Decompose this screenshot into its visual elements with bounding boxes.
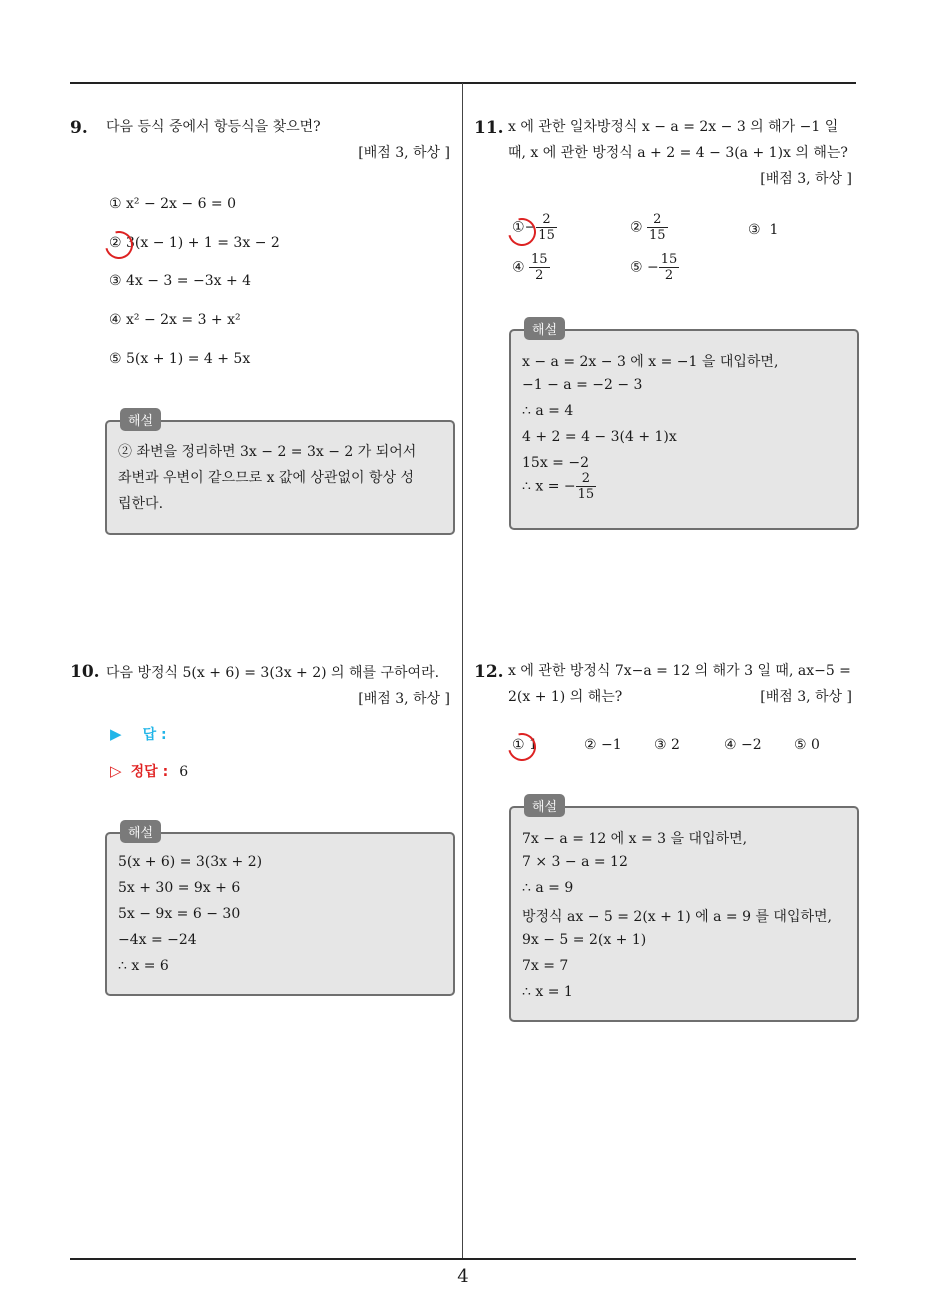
q10-question-text: 다음 방정식 5(x + 6) = 3(3x + 2) 의 해를 구하여라. — [106, 665, 440, 681]
q9-explanation-label: 해설 — [120, 408, 161, 431]
q12-explanation-line: 9x − 5 = 2(x + 1) — [522, 932, 647, 948]
fraction — [576, 471, 597, 502]
q10-explanation-line: 5x − 9x = 6 − 30 — [118, 906, 241, 922]
q12-selected-circle — [503, 728, 541, 766]
top-rule — [70, 82, 856, 84]
q9-score: [배점 3, 하상 ] — [358, 145, 450, 161]
fraction-denominator: 15 — [649, 228, 666, 243]
q9-choice-3[interactable]: ③ 4x − 3 = −3x + 4 — [109, 273, 252, 289]
q10-correct-row — [110, 761, 188, 781]
q11-choice-3[interactable] — [748, 222, 778, 238]
q12-number: 12. — [474, 662, 504, 682]
q12-explanation-line: 7 × 3 − a = 12 — [522, 854, 628, 870]
q12-choice-3[interactable]: ③ 2 — [654, 737, 680, 753]
q11-score: [배점 3, 하상 ] — [760, 171, 852, 187]
q10-explanation-line: 5x + 30 = 9x + 6 — [118, 880, 241, 896]
q11-question-line1: x 에 관한 일차방정식 x − a = 2x − 3 의 해가 −1 일 — [508, 119, 839, 135]
q10-correct-label: 정답 : — [130, 764, 169, 780]
q9-choice-1[interactable]: ① x² − 2x − 6 = 0 — [109, 196, 237, 212]
q12-question-line2: 2(x + 1) 의 해는? — [508, 689, 623, 705]
choice-mark: ⑤ — [630, 259, 643, 276]
fraction — [529, 252, 550, 283]
q12-explanation-line: 7x − a = 12 에 x = 3 을 대입하면, — [522, 831, 748, 847]
bottom-rule — [70, 1258, 856, 1260]
q12-score: [배점 3, 하상 ] — [760, 689, 852, 705]
q10-number: 10. — [70, 662, 100, 682]
choice-text: 1 — [769, 222, 779, 238]
fraction — [659, 252, 680, 283]
fraction-denominator: 15 — [577, 487, 595, 502]
fraction-numerator: 15 — [531, 252, 548, 267]
choice-mark: ④ — [512, 259, 525, 276]
fraction-numerator: 2 — [576, 471, 597, 487]
q9-choice-5[interactable]: ⑤ 5(x + 1) = 4 + 5x — [109, 351, 251, 367]
choice-sign: − — [647, 259, 659, 276]
q11-number: 11. — [474, 118, 504, 138]
q11-explanation-line: x − a = 2x − 3 에 x = −1 을 대입하면, — [522, 354, 779, 370]
q10-explanation-line: 5(x + 6) = 3(3x + 2) — [118, 854, 263, 870]
q9-explanation-line: ② 좌변을 정리하면 3x − 2 = 3x − 2 가 되어서 — [118, 444, 417, 460]
q9-selected-circle — [100, 226, 138, 264]
q12-explanation-label: 해설 — [524, 794, 565, 817]
q10-correct-value: 6 — [179, 764, 189, 780]
q11-explanation-line: ∴ a = 4 — [522, 403, 574, 419]
q11-choice-5[interactable] — [630, 252, 679, 283]
choice-mark: ③ — [748, 222, 761, 238]
q12-choice-2[interactable]: ② −1 — [584, 737, 622, 753]
fraction-denominator: 2 — [535, 268, 544, 283]
column-divider — [462, 83, 463, 1259]
q11-question-line2: 때, x 에 관한 방정식 a + 2 = 4 − 3(a + 1)x 의 해는? — [508, 145, 848, 161]
q9-choice-2[interactable]: ② 3(x − 1) + 1 = 3x − 2 — [109, 235, 280, 251]
q12-explanation-line: 방정식 ax − 5 = 2(x + 1) 에 a = 9 를 대입하면, — [522, 909, 832, 925]
q11-choice-4[interactable] — [512, 252, 550, 283]
page-number: 4 — [457, 1266, 469, 1287]
q12-choice-4[interactable]: ④ −2 — [724, 737, 762, 753]
q10-explanation-line: ∴ x = 6 — [118, 958, 169, 974]
q10-explanation-line: −4x = −24 — [118, 932, 197, 948]
q9-explanation-line: 립한다. — [118, 496, 164, 512]
q10-explanation-label: 해설 — [120, 820, 161, 843]
correct-arrow-icon: ▷ — [110, 762, 122, 780]
q9-explanation-line: 좌변과 우변이 같으므로 x 값에 상관없이 항상 성 — [118, 470, 415, 486]
choice-mark: ② — [630, 219, 643, 236]
q12-explanation-line: ∴ a = 9 — [522, 880, 574, 896]
choice-mark: ① — [512, 219, 525, 236]
answer-arrow-icon: ▶ — [110, 725, 122, 743]
fraction-numerator: 2 — [536, 212, 557, 228]
q12-choice-1[interactable]: ① 1 — [512, 737, 538, 753]
q12-explanation-line: 7x = 7 — [522, 958, 569, 974]
q11-choice-2[interactable] — [630, 212, 668, 243]
q9-number: 9. — [70, 118, 88, 138]
q11-explanation-line: 15x = −2 — [522, 455, 589, 471]
q10-answer-label: 답 : — [142, 727, 167, 743]
q12-choice-5[interactable]: ⑤ 0 — [794, 737, 820, 753]
q10-score: [배점 3, 하상 ] — [358, 691, 450, 707]
fraction-numerator: 2 — [647, 212, 668, 228]
q9-choice-4[interactable]: ④ x² − 2x = 3 + x² — [109, 312, 241, 328]
fraction-denominator: 2 — [664, 268, 674, 283]
fraction-numerator: 15 — [660, 252, 678, 267]
fraction — [536, 212, 557, 243]
q11-explanation-label: 해설 — [524, 317, 565, 340]
q11-explanation-final — [522, 471, 596, 502]
choice-sign: − — [524, 219, 537, 236]
q10-answer-row[interactable] — [110, 724, 167, 744]
q12-explanation-line: ∴ x = 1 — [522, 984, 573, 1000]
fraction-denominator: 15 — [538, 228, 555, 243]
q11-explanation-line: 4 + 2 = 4 − 3(4 + 1)x — [522, 429, 677, 445]
q12-question-line1: x 에 관한 방정식 7x−a = 12 의 해가 3 일 때, ax−5 = — [508, 663, 851, 679]
q11-explanation-line: −1 − a = −2 − 3 — [522, 377, 643, 393]
final-prefix: ∴ x = − — [522, 478, 576, 495]
fraction — [647, 212, 668, 243]
q9-question-text: 다음 등식 중에서 항등식을 찾으면? — [106, 119, 321, 135]
